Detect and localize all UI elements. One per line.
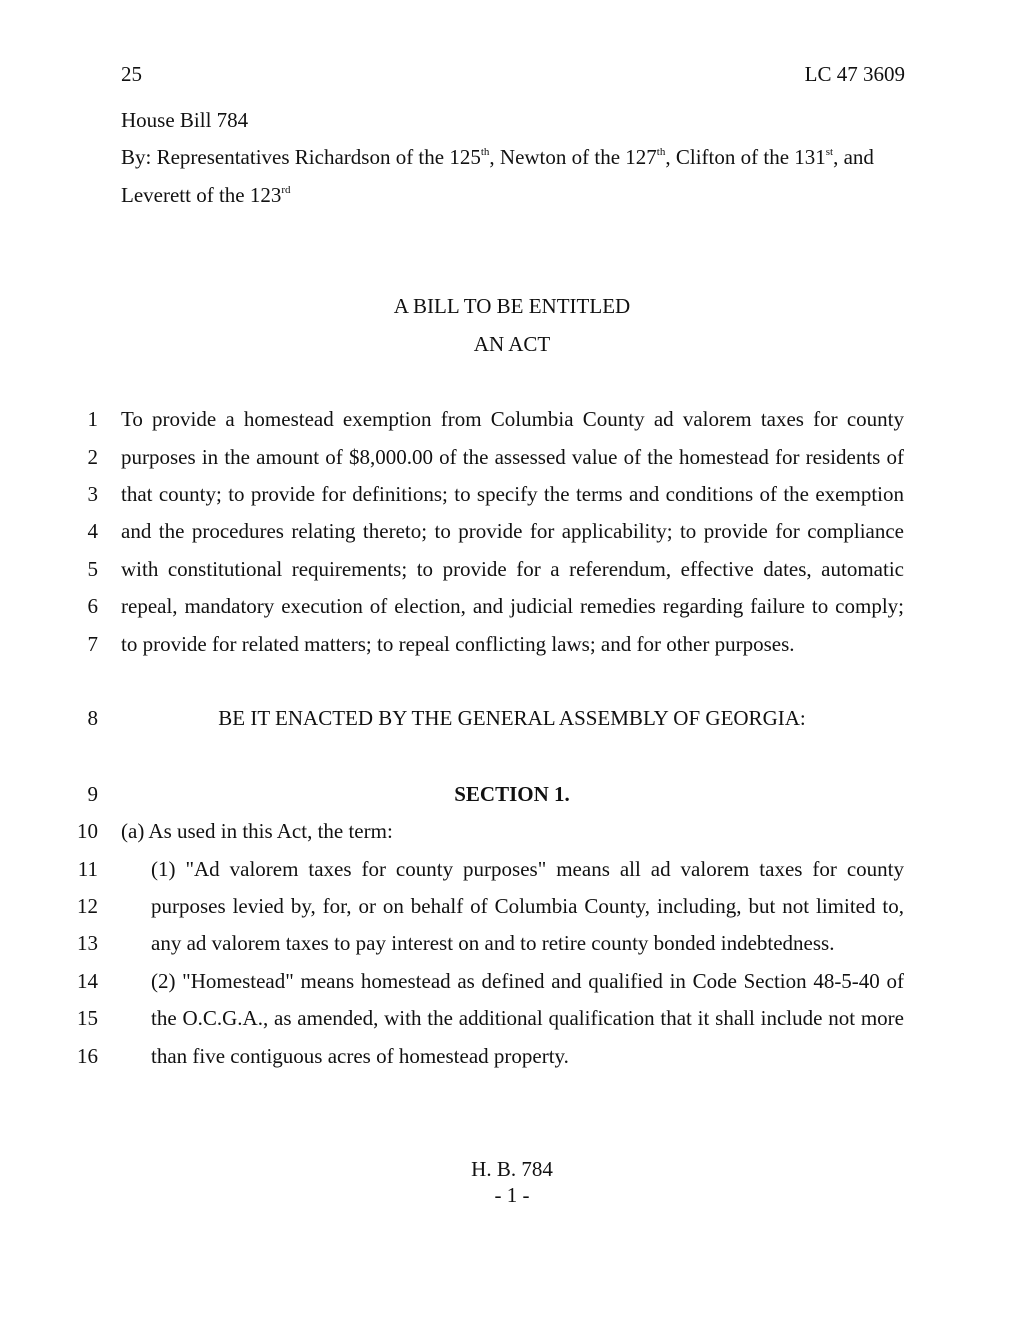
definition-line: the O.C.G.A., as amended, with the additional qualification that it shall include not more xyxy=(151,1006,904,1030)
line-number: 12 xyxy=(77,894,98,918)
section-title: SECTION 1. xyxy=(454,782,570,806)
body-line: with constitutional requirements; to provide for a referendum, effective dates, automatic xyxy=(121,557,904,581)
line-number: 14 xyxy=(77,969,98,993)
line-number: 13 xyxy=(77,931,98,955)
definition-line: than five contiguous acres of homestead property. xyxy=(151,1044,569,1068)
definition-line: any ad valorem taxes to pay interest on and to retire county bonded indebtedness. xyxy=(151,931,835,955)
body-line: To provide a homestead exemption from Columbia County ad valorem taxes for county xyxy=(121,407,904,431)
body-line: to provide for related matters; to repeal conflicting laws; and for other purposes. xyxy=(121,632,795,656)
body-line: purposes in the amount of $8,000.00 of the assessed value of the homestead for residents of xyxy=(121,445,904,469)
line-number: 8 xyxy=(87,706,98,730)
body-line: and the procedures relating thereto; to provide for applicability; to provide for compliance xyxy=(121,519,904,543)
line-number: 11 xyxy=(77,857,98,881)
sponsors-line-2: Leverett of the 123rd xyxy=(121,183,291,207)
line-number: 9 xyxy=(87,782,98,806)
definition-line: (1) "Ad valorem taxes for county purposes" means all ad valorem taxes for county xyxy=(151,857,904,881)
body-line: repeal, mandatory execution of election, and judicial remedies regarding failure to comply; xyxy=(121,594,904,618)
line-number: 7 xyxy=(87,632,98,656)
line-number: 4 xyxy=(87,519,98,543)
line-number: 16 xyxy=(77,1044,98,1068)
subsection-a: (a) As used in this Act, the term: xyxy=(121,819,393,843)
line-number: 10 xyxy=(77,819,98,843)
definition-line: (2) "Homestead" means homestead as defined and qualified in Code Section 48-5-40 of xyxy=(151,969,904,993)
body-line: that county; to provide for definitions; to specify the terms and conditions of the exemption xyxy=(121,482,904,506)
line-number: 3 xyxy=(87,482,98,506)
caption-heading: A BILL TO BE ENTITLED xyxy=(393,294,631,318)
enacting-clause: BE IT ENACTED BY THE GENERAL ASSEMBLY OF GEORGIA: xyxy=(218,706,806,730)
definition-line: purposes levied by, for, or on behalf of Columbia County, including, but not limited to, xyxy=(151,894,904,918)
line-number: 2 xyxy=(87,445,98,469)
line-number: 15 xyxy=(77,1006,98,1030)
sponsors-line-1: By: Representatives Richardson of the 125th, Newton of the 127th, Clifton of the 131st, and xyxy=(121,145,874,169)
line-number: 1 xyxy=(87,407,98,431)
footer-page-number: - 1 - xyxy=(494,1183,530,1207)
line-number: 5 xyxy=(87,557,98,581)
footer-bill-ref: H. B. 784 xyxy=(471,1157,553,1181)
line-number: 6 xyxy=(87,594,98,618)
bill-title: House Bill 784 xyxy=(121,108,249,132)
page-reference: 25 xyxy=(121,62,142,86)
caption-subheading: AN ACT xyxy=(473,332,551,356)
lc-number: LC 47 3609 xyxy=(804,62,905,86)
